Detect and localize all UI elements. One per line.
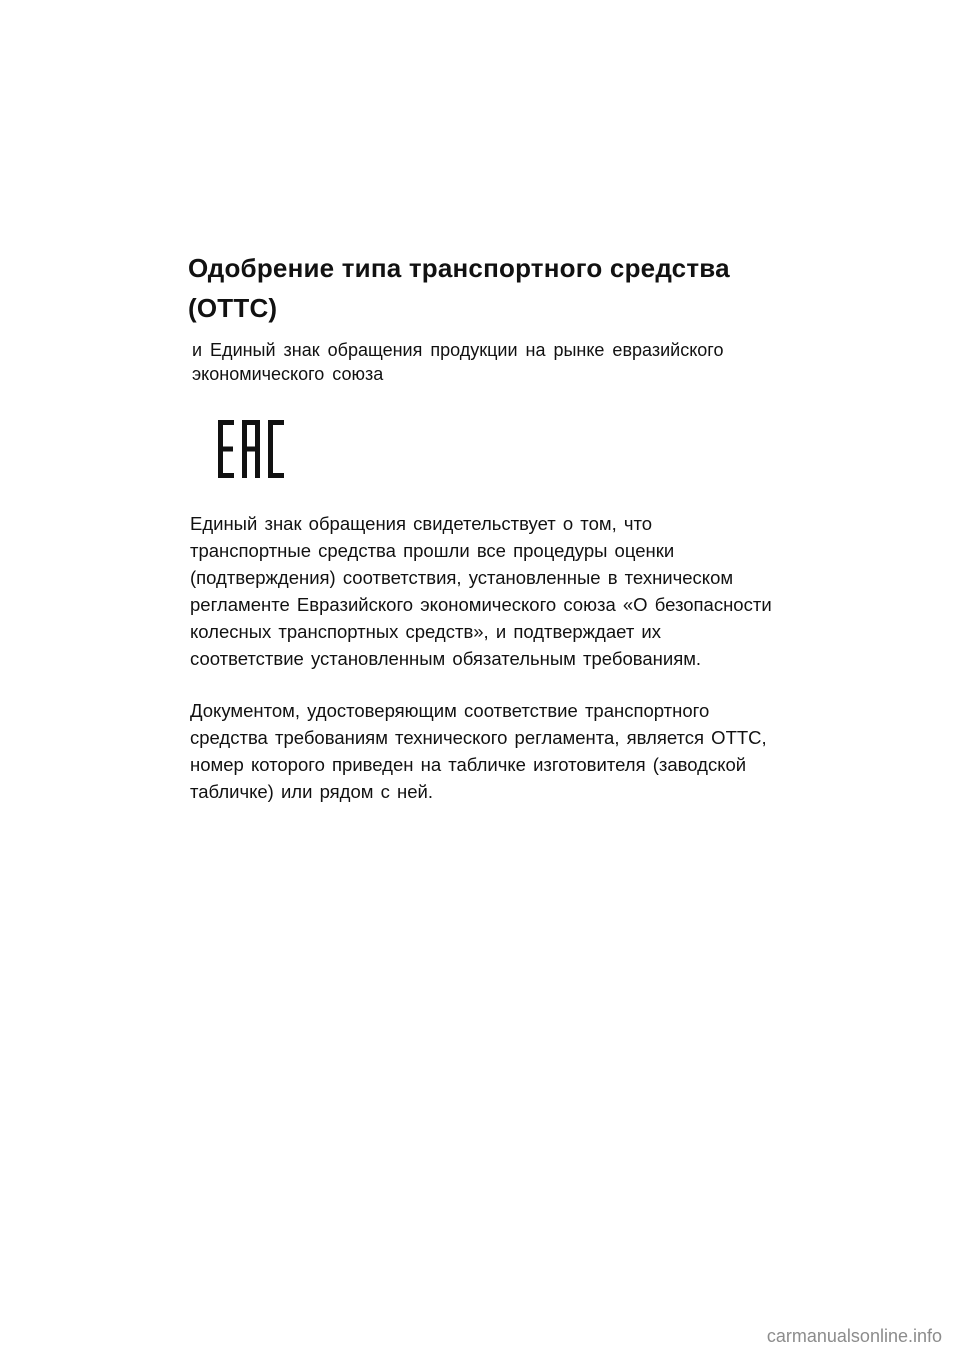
page-title-line-1: Одобрение типа транспортного средства (188, 253, 730, 283)
page-title-line-2: (ОТТС) (188, 293, 278, 323)
eac-mark-icon (218, 420, 284, 478)
watermark: carmanualsonline.info (766, 1326, 942, 1346)
paragraph-eac-description: Единый знак обращения свидетельствует о том, что транспортные средства прошли все процедуры оценки (подтверждения) соответствия, установленные в техническом регламенте Евразийского экономического союза «О безопасности колесных транспортных средств», и подтверждает их соответствие установленным обязательным требованиям. (190, 513, 772, 669)
page-subtitle: и Единый знак обращения продукции на рынке евразийского экономического союза (192, 340, 724, 384)
paragraph-ottc-description: Документом, удостоверяющим соответствие транспортного средства требованиям технического регламента, является ОТТС, номер которого приведен на табличке изготовителя (заводской табличке) или рядом с ней. (190, 700, 767, 802)
page-content (188, 248, 778, 805)
eac-mark (218, 420, 288, 484)
page-title (188, 248, 778, 328)
